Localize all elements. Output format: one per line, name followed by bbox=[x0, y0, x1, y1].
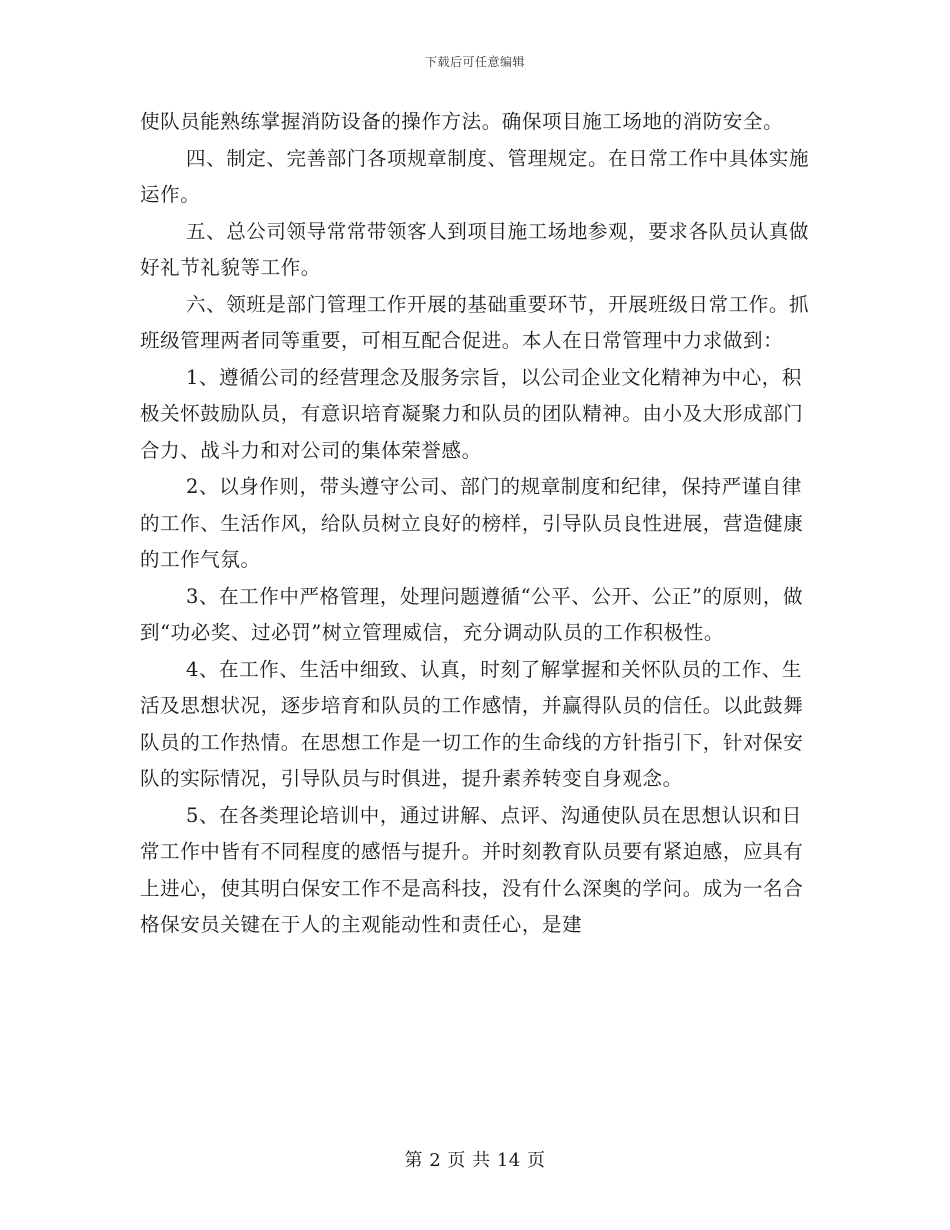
paragraph-sub-1: 1、遵循公司的经营理念及服务宗旨，以公司企业文化精神为中心，积极关怀鼓励队员，有意识培育凝聚力和队员的团队精神。由小及大形成部门合力、战斗力和对公司的集体荣誉感。 bbox=[140, 365, 804, 462]
page-number: 第 2 页 共 14 页 bbox=[404, 1150, 546, 1171]
paragraph-sub-4: 4、在工作、生活中细致、认真，时刻了解掌握和关怀队员的工作、生活及思想状况，逐步培育和队员的工作感情，并赢得队员的信任。以此鼓舞队员的工作热情。在思想工作是一切工作的生命线的方针指引下，针对保安队的实际情况，引导队员与时俱进，提升素养转变自身观念。 bbox=[140, 657, 804, 790]
paragraph-sub-3: 3、在工作中严格管理，处理问题遵循“公平、公开、公正”的原则，做到“功必奖、过必罚”树立管理威信，充分调动队员的工作积极性。 bbox=[140, 584, 804, 644]
page-footer bbox=[0, 1146, 950, 1172]
page-header: 下载后可任意编辑 bbox=[424, 55, 525, 69]
paragraph-item-5: 五、总公司领导常常带领客人到项目施工场地参观，要求各队员认真做好礼节礼貌等工作。 bbox=[140, 219, 810, 279]
paragraph-continuation: 使队员能熟练掌握消防设备的操作方法。确保项目施工场地的消防安全。 bbox=[140, 110, 784, 133]
document-body bbox=[140, 104, 812, 944]
paragraph-sub-5: 5、在各类理论培训中，通过讲解、点评、沟通使队员在思想认识和日常工作中皆有不同程度的感悟与提升。并时刻教育队员要有紧迫感，应具有上进心，使其明白保安工作不是高科技，没有什么深奥的学问。成为一名合格保安员关键在于人的主观能动性和责任心，是建 bbox=[140, 803, 804, 936]
paragraph-item-4: 四、制定、完善部门各项规章制度、管理规定。在日常工作中具体实施运作。 bbox=[140, 146, 810, 206]
paragraph-sub-2: 2、以身作则，带头遵守公司、部门的规章制度和纪律，保持严谨自律的工作、生活作风，给队员树立良好的榜样，引导队员良性进展，营造健康的工作气氛。 bbox=[140, 475, 804, 571]
paragraph-item-6: 六、领班是部门管理工作开展的基础重要环节，开展班级日常工作。抓班级管理两者同等重要，可相互配合促进。本人在日常管理中力求做到： bbox=[140, 292, 810, 352]
